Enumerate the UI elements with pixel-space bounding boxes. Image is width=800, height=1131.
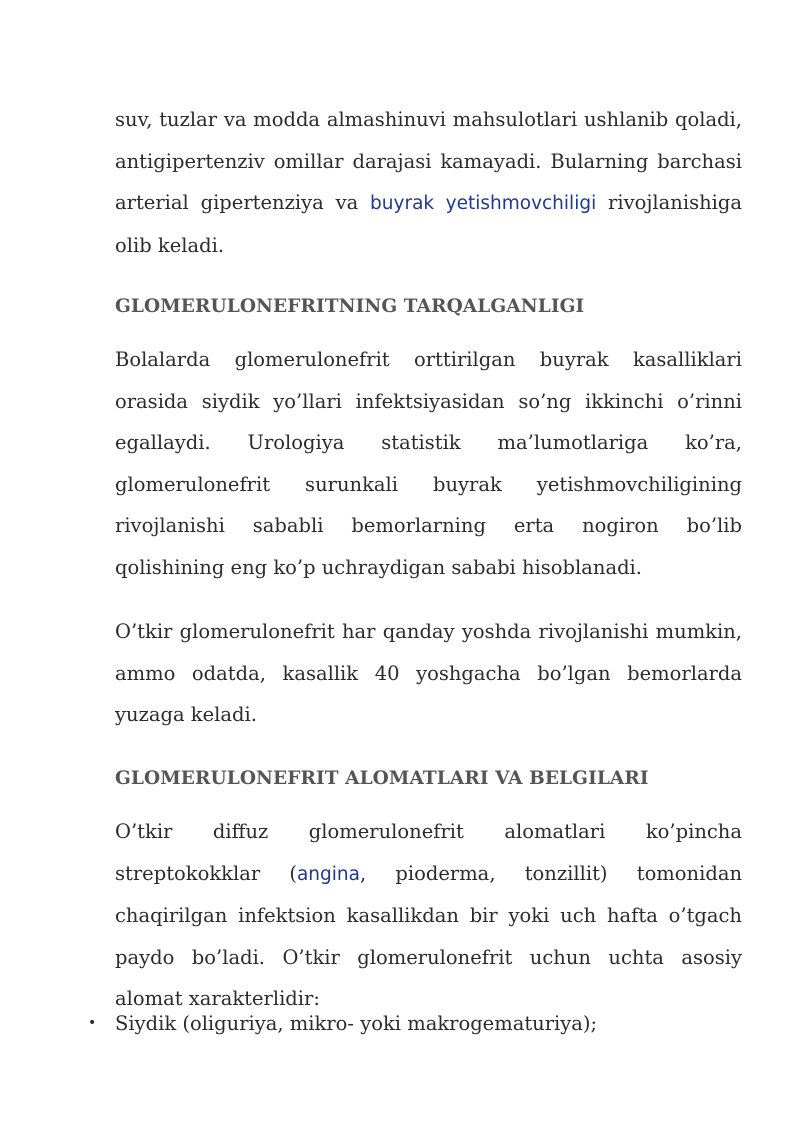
heading-symptoms: GLOMERULONEFRIT ALOMATLARI VA BELGILARI xyxy=(115,768,649,789)
paragraph-intro xyxy=(115,99,742,266)
heading-prevalence: GLOMERULONEFRITNING TARQALGANLIGI xyxy=(115,296,585,317)
bullet-icon: • xyxy=(88,1015,97,1031)
paragraph-age: O’tkir glomerulonefrit har qanday yoshda rivojlanishi mumkin, ammo odatda, kasallik 40 yoshgacha bo’lgan bemorlarda yuzaga keladi. xyxy=(115,620,742,726)
paragraph-symptoms-text-before: O’tkir diffuz glomerulonefrit alomatlari ko’pincha streptokokklar ( xyxy=(115,820,742,885)
list-item-text: Siydik (oliguriya, mikro- yoki makrogematuriya); xyxy=(115,1012,598,1035)
paragraph-prevalence: Bolalarda glomerulonefrit orttirilgan buyrak kasalliklari orasida siydik yo’llari infektsiyasidan so’ng ikkinchi o’rinni egallaydi. Urologiya statistik ma’lumotlariga ko’ra, glomerulonefrit surunkali buyrak yetishmovchiligining rivojlanishi sababli bemorlarning erta nogiron bo’lib qolishining eng ko’p uchraydigan sababi hisoblanadi. xyxy=(115,348,742,579)
paragraph-intro-text-after: rivojlanishiga olib keladi. xyxy=(115,191,742,257)
paragraph-intro-text-before: suv, tuzlar va modda almashinuvi mahsulotlari ushlanib qoladi, antigipertenziv omillar darajasi kamayadi. Bularning barchasi arterial gipertenziya va xyxy=(115,108,742,214)
link-buyrak-yetishmovchiligi[interactable]: buyrak yetishmovchiligi xyxy=(370,193,597,214)
link-angina[interactable]: angina xyxy=(296,863,360,885)
paragraph-symptoms xyxy=(115,811,742,1020)
paragraph-symptoms-text-after: , pioderma, tonzillit) tomonidan chaqirilgan infektsion kasallikdan bir yoki uch hafta o’tgach paydo bo’ladi. O’tkir glomerulonefrit uchun uchta asosiy alomat xarakterlidir: xyxy=(115,861,743,1010)
